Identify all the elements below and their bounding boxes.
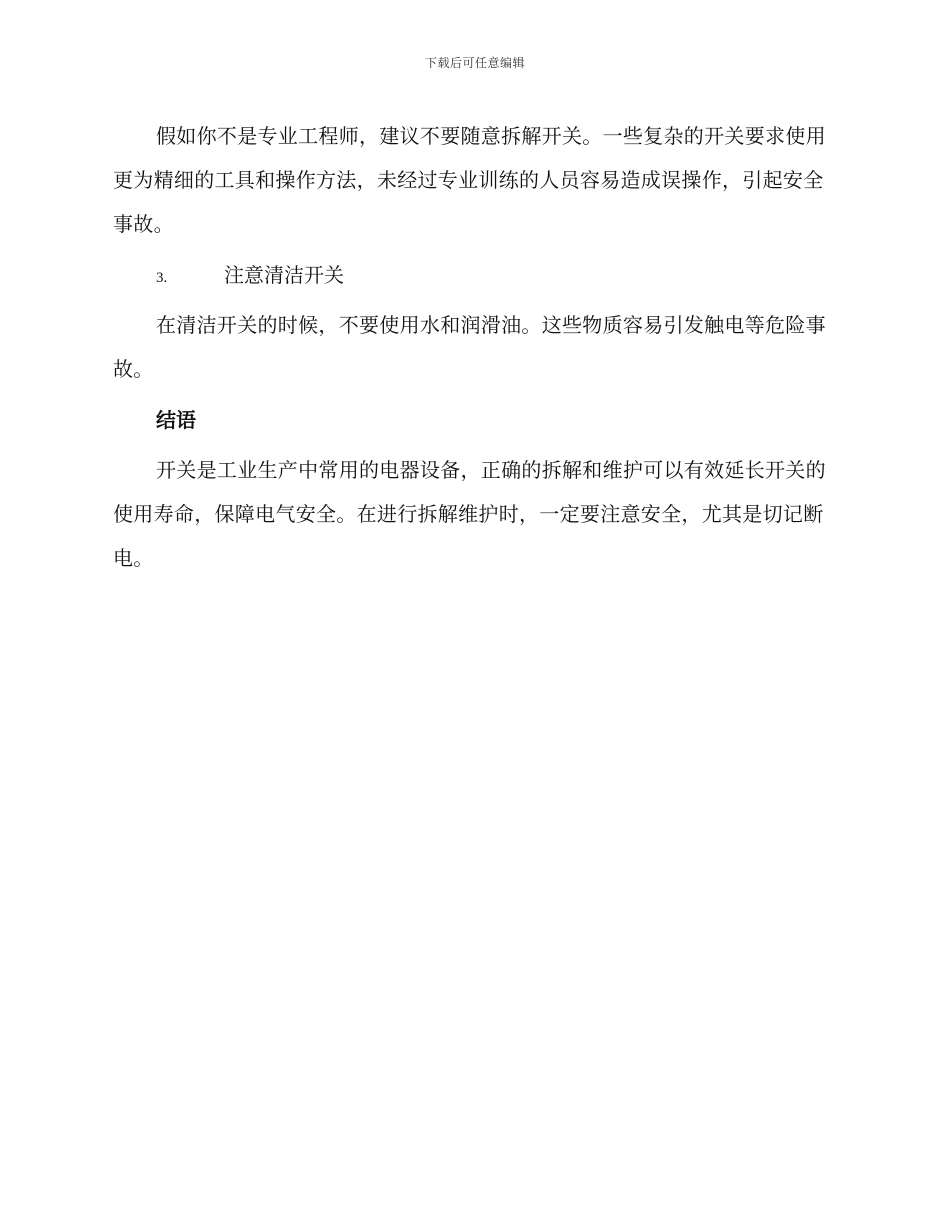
list-item-title: 注意清洁开关	[224, 263, 344, 287]
list-item-clean-switch	[113, 260, 830, 290]
list-number: 3.	[156, 270, 168, 286]
paragraph-disassembly-warning: 假如你不是专业工程师，建议不要随意拆解开关。一些复杂的开关要求使用更为精细的工具和操作方法，未经过专业训练的人员容易造成误操作，引起安全事故。	[113, 124, 826, 236]
paragraph-cleaning: 在清洁开关的时候，不要使用水和润滑油。这些物质容易引发触电等危险事故。	[113, 313, 826, 381]
section-heading-conclusion: 结语	[156, 408, 196, 432]
paragraph-conclusion: 开关是工业生产中常用的电器设备，正确的拆解和维护可以有效延长开关的使用寿命，保障电气安全。在进行拆解维护时，一定要注意安全，尤其是切记断电。	[113, 458, 826, 570]
page-header: 下载后可任意编辑	[424, 56, 525, 70]
document-body	[113, 114, 830, 594]
